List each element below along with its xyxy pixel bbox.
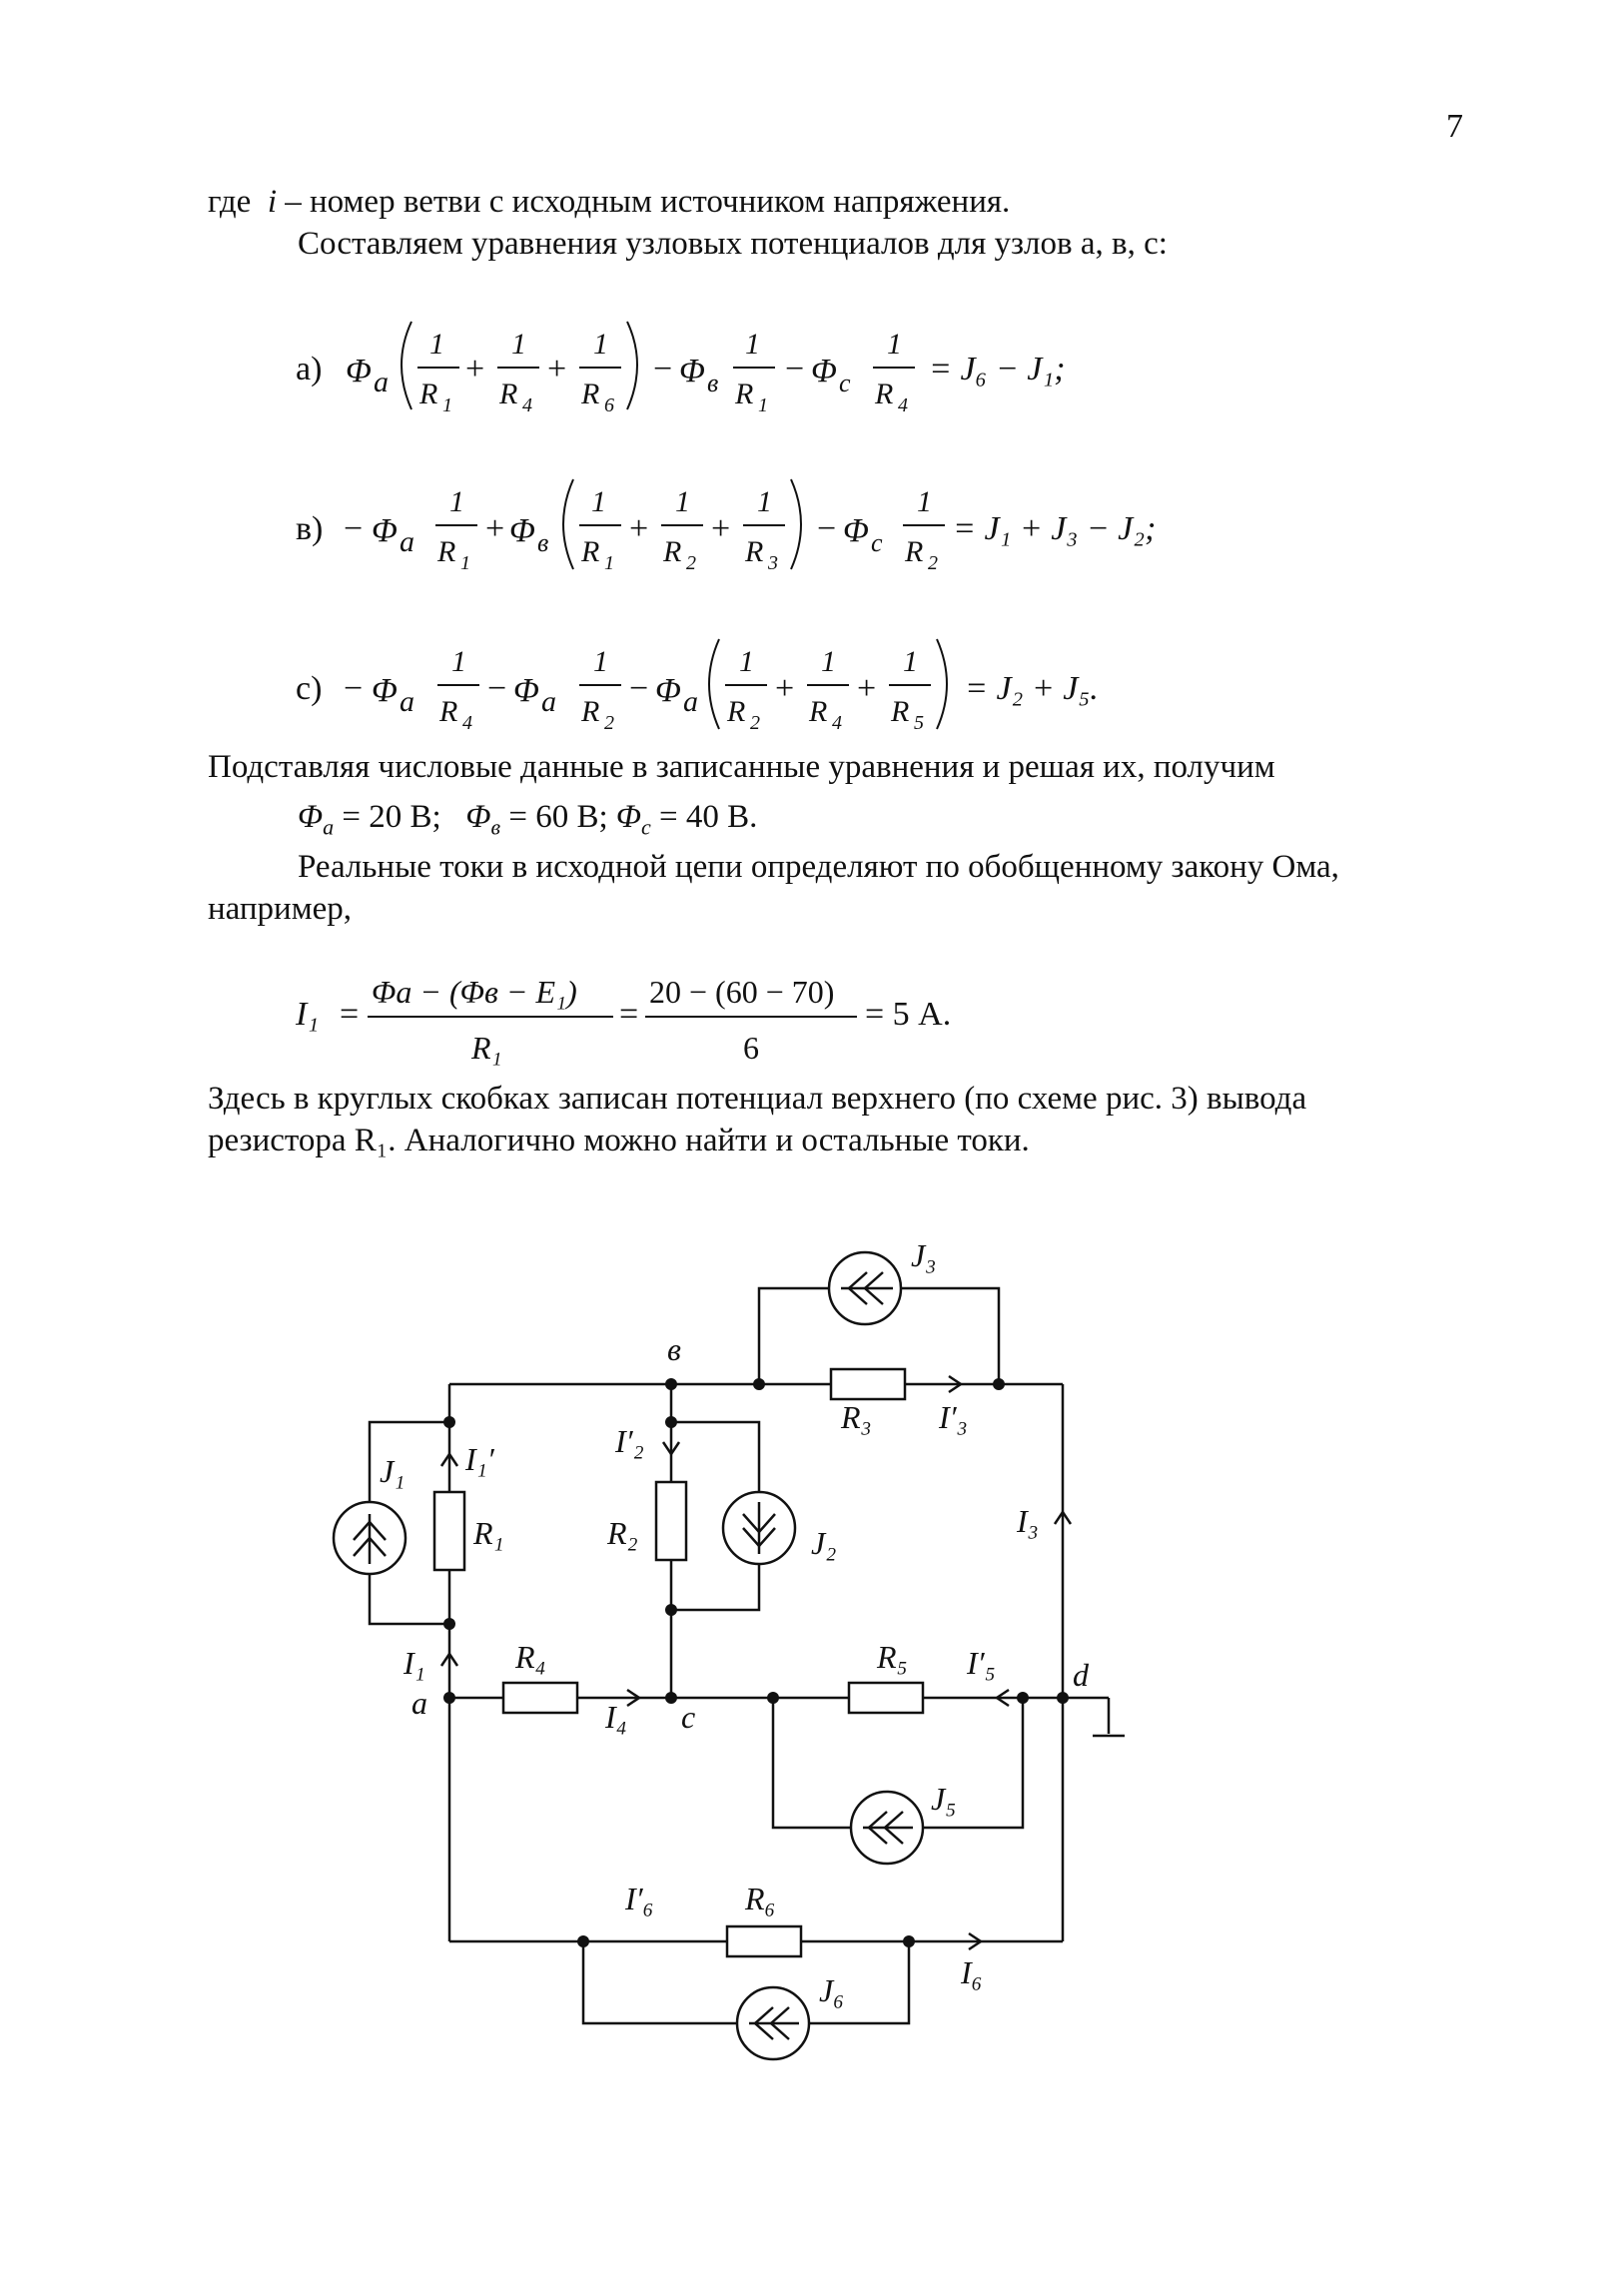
svg-text:+: + (775, 670, 795, 707)
j5-label: J₅ (931, 1781, 957, 1817)
svg-text:1: 1 (593, 645, 608, 678)
resistor-r4 (503, 1683, 577, 1713)
svg-text:R: R (419, 378, 438, 410)
i5p-label: I′₅ (967, 1645, 996, 1681)
svg-text:R: R (581, 535, 600, 568)
svg-text:=: = (619, 996, 639, 1033)
svg-text:Φ: Φ (811, 353, 837, 389)
eq-a-label: а) (296, 351, 323, 387)
node-a-label: a (411, 1685, 427, 1721)
svg-text:R: R (499, 378, 518, 410)
j3-label: J₃ (911, 1237, 937, 1273)
svg-text:в: в (537, 528, 549, 557)
eq-a-rhs: = J₆ − J₁; (929, 351, 1066, 387)
r5-label: R₅ (877, 1639, 908, 1675)
page-number: 7 (1446, 108, 1463, 145)
svg-text:1: 1 (917, 485, 932, 518)
svg-text:1: 1 (675, 485, 690, 518)
svg-text:a: a (541, 685, 556, 718)
svg-text:a: a (400, 525, 414, 558)
resistor-r2 (656, 1482, 686, 1560)
svg-text:+: + (711, 510, 731, 547)
r4-label: R₄ (515, 1639, 546, 1675)
i1-label: I₁ (404, 1645, 425, 1681)
svg-text:a: a (400, 685, 414, 718)
text-line-7: Здесь в круглых скобках записан потенциал верхнего (по схеме рис. 3) вывода (208, 1081, 1307, 1117)
resistor-r5 (849, 1683, 923, 1713)
resistor-r6 (727, 1926, 801, 1956)
svg-text:4: 4 (898, 394, 908, 416)
ohm-den2: 6 (743, 1030, 759, 1066)
svg-text:1: 1 (511, 328, 526, 361)
svg-text:1: 1 (758, 394, 768, 416)
svg-text:Φ: Φ (655, 672, 681, 709)
r2-label: R₂ (607, 1515, 638, 1551)
svg-text:5: 5 (914, 712, 924, 734)
resistor-r1 (434, 1492, 464, 1570)
svg-text:1: 1 (739, 645, 754, 678)
svg-text:1: 1 (593, 328, 608, 361)
svg-text:c: c (871, 528, 883, 557)
text-line-3: Подставляя числовые данные в записанные уравнения и решая их, получим (208, 749, 1275, 785)
text-line-6: например, (208, 891, 352, 927)
svg-text:R: R (745, 535, 764, 568)
svg-text:c: c (839, 369, 851, 397)
node-d-label: d (1073, 1657, 1089, 1693)
eq-b-label: в) (296, 510, 324, 547)
svg-text:1: 1 (604, 552, 614, 574)
svg-text:1: 1 (887, 328, 902, 361)
svg-text:−: − (785, 351, 805, 387)
eq-c-rhs: = J₂ + J₅. (965, 670, 1099, 707)
svg-text:R: R (891, 695, 910, 728)
svg-text:2: 2 (928, 552, 938, 574)
text-line-2: Составляем уравнения узловых потенциалов для узлов а, в, с: (298, 226, 1168, 262)
svg-text:−: − (487, 670, 507, 707)
svg-text:1: 1 (429, 328, 444, 361)
i3p-label: I′₃ (939, 1399, 968, 1435)
svg-text:4: 4 (832, 712, 842, 734)
r6-label: R₆ (745, 1881, 776, 1916)
text-line-1: где i – номер ветви с исходным источником напряжения. (208, 184, 1011, 220)
i1p-label: I₁′ (465, 1441, 494, 1477)
svg-text:1: 1 (821, 645, 836, 678)
svg-text:2: 2 (604, 712, 614, 734)
svg-text:4: 4 (462, 712, 472, 734)
svg-text:+: + (629, 510, 649, 547)
ohm-result: = 5 А. (865, 996, 952, 1033)
svg-text:+: + (857, 670, 877, 707)
ohm-num1: Φa − (Φв − E₁) (372, 974, 577, 1010)
svg-text:R: R (727, 695, 746, 728)
ohm-lhs: I₁ (296, 996, 320, 1033)
svg-text:в: в (707, 369, 719, 397)
resistor-r3 (831, 1369, 905, 1399)
svg-text:=: = (340, 996, 360, 1033)
svg-text:1: 1 (591, 485, 606, 518)
svg-text:Φ: Φ (372, 672, 398, 709)
svg-text:R: R (809, 695, 828, 728)
svg-text:−: − (344, 510, 364, 547)
i6-label: I₆ (961, 1954, 983, 1990)
r1-label: R₁ (473, 1515, 504, 1551)
svg-text:R: R (437, 535, 456, 568)
j2-label: J₂ (811, 1525, 837, 1561)
svg-text:1: 1 (442, 394, 452, 416)
svg-text:3: 3 (768, 552, 778, 574)
text-line-8: резистора R₁. Аналогично можно найти и остальные токи. (208, 1123, 1030, 1158)
svg-text:−: − (344, 670, 364, 707)
svg-text:R: R (663, 535, 682, 568)
svg-text:R: R (905, 535, 924, 568)
svg-text:−: − (629, 670, 649, 707)
svg-text:a: a (374, 366, 389, 398)
svg-text:Φ: Φ (843, 512, 869, 549)
ohm-den1: R₁ (471, 1030, 502, 1066)
i2p-label: I′₂ (615, 1423, 644, 1459)
j1-label: J₁ (380, 1453, 406, 1489)
i6p-label: I′₆ (625, 1881, 654, 1916)
svg-text:Φ: Φ (509, 512, 535, 549)
svg-text:1: 1 (903, 645, 918, 678)
ohm-num2: 20 − (60 − 70) (649, 974, 835, 1010)
svg-text:1: 1 (745, 328, 760, 361)
svg-text:Φ: Φ (679, 353, 705, 389)
svg-text:+: + (485, 510, 505, 547)
node-c-label: c (681, 1699, 696, 1735)
svg-text:a: a (683, 685, 698, 718)
i3-label: I₃ (1017, 1503, 1039, 1539)
svg-text:−: − (653, 351, 673, 387)
svg-text:1: 1 (460, 552, 470, 574)
svg-text:Φ: Φ (346, 353, 372, 389)
node-b-label: в (667, 1331, 681, 1367)
svg-text:6: 6 (604, 394, 614, 416)
r3-label: R₃ (841, 1399, 872, 1435)
svg-text:1: 1 (451, 645, 466, 678)
svg-text:−: − (817, 510, 837, 547)
svg-text:+: + (547, 351, 567, 387)
svg-text:+: + (465, 351, 485, 387)
svg-text:1: 1 (449, 485, 464, 518)
svg-text:2: 2 (750, 712, 760, 734)
svg-text:R: R (581, 378, 600, 410)
text-line-5: Реальные токи в исходной цепи определяют по обобщенному закону Ома, (298, 849, 1339, 885)
eq-b-rhs: = J₁ + J₃ − J₂; (953, 510, 1157, 547)
svg-text:R: R (581, 695, 600, 728)
results-line: $\Phi_a = 20$ В; $\Phi_в = 60$ В; $\Phi_c = 40$ В. (298, 799, 758, 840)
svg-text:2: 2 (686, 552, 696, 574)
svg-text:R: R (439, 695, 458, 728)
svg-text:R: R (875, 378, 894, 410)
svg-text:Φ: Φ (513, 672, 539, 709)
svg-text:Φ: Φ (372, 512, 398, 549)
svg-text:4: 4 (522, 394, 532, 416)
i4-label: I₄ (605, 1699, 627, 1735)
svg-text:R: R (735, 378, 754, 410)
eq-c-label: с) (296, 670, 323, 707)
svg-text:1: 1 (757, 485, 772, 518)
j6-label: J₆ (819, 1972, 845, 2008)
